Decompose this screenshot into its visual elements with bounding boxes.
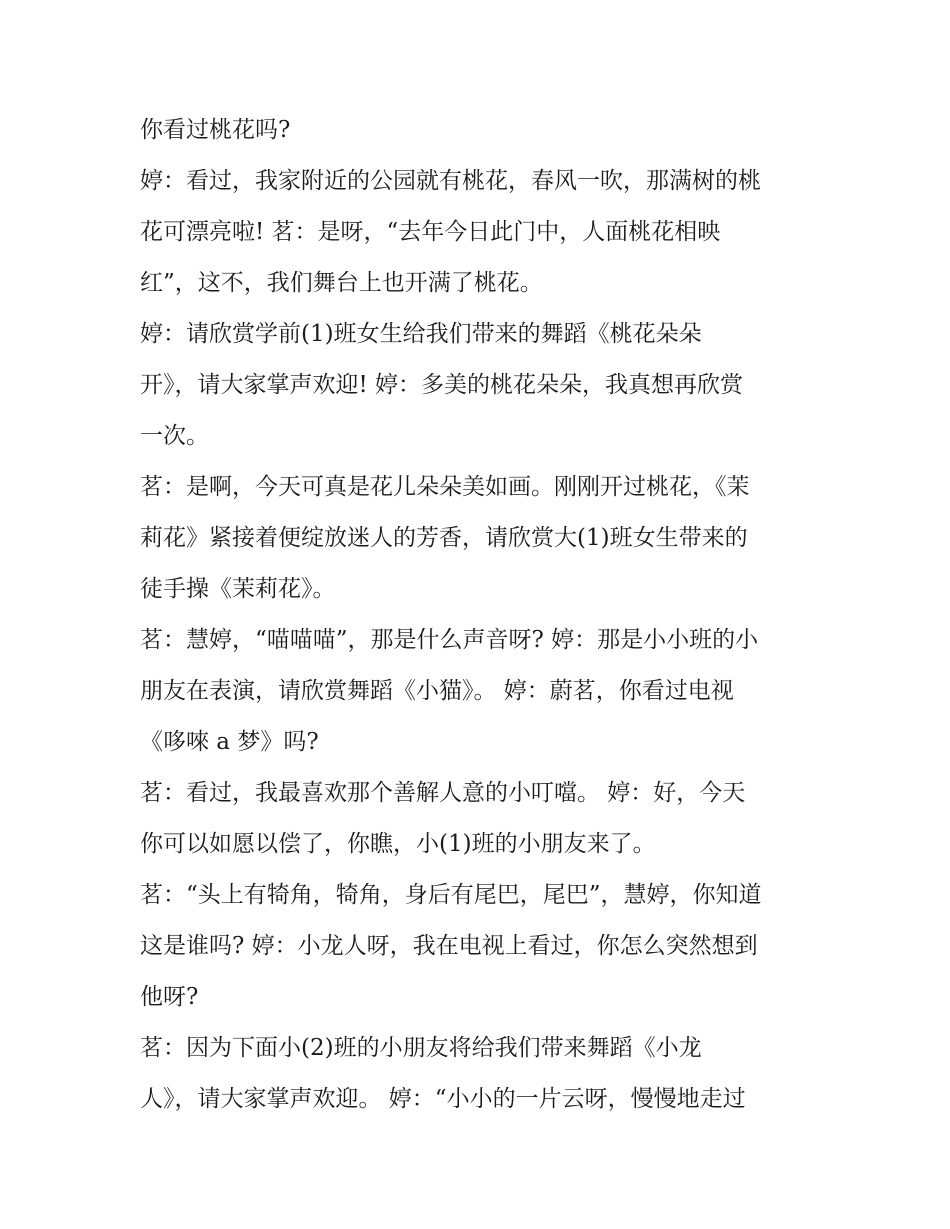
text-line: 茗：是啊，今天可真是花儿朵朵美如画。刚刚开过桃花，《茉	[140, 474, 750, 500]
text-line: 红”，这不，我们舞台上也开满了桃花。	[140, 270, 543, 296]
text-line: 朋友在表演，请欣赏舞蹈《小猫》。 婷：蔚茗，你看过电视	[140, 678, 734, 704]
text-line: 婷：请欣赏学前(1)班女生给我们带来的舞蹈《桃花朵朵	[140, 321, 702, 347]
text-line: 茗：“头上有犄角，犄角，身后有尾巴，尾巴”，慧婷，你知道	[140, 882, 762, 908]
text-line: 婷：看过，我家附近的公园就有桃花，春风一吹，那满树的桃	[140, 168, 761, 194]
text-line: 你可以如愿以偿了，你瞧，小(1)班的小朋友来了。	[140, 831, 656, 857]
text-line: 徒手操《茉莉花》。	[140, 576, 336, 602]
text-line: 《哆唻 a 梦》吗?	[140, 729, 319, 755]
text-line: 一次。	[140, 423, 209, 449]
text-line: 你看过桃花吗?	[140, 117, 291, 143]
text-line: 开》，请大家掌声欢迎! 婷：多美的桃花朵朵，我真想再欣赏	[140, 372, 744, 398]
document-body	[140, 110, 820, 1130]
text-line: 他呀?	[140, 984, 199, 1010]
text-line: 花可漂亮啦! 茗：是呀，“去年今日此门中，人面桃花相映	[140, 219, 721, 245]
text-line: 茗：慧婷，“喵喵喵”，那是什么声音呀? 婷：那是小小班的小	[140, 627, 759, 653]
text-line: 茗：因为下面小(2)班的小朋友将给我们带来舞蹈《小龙	[140, 1035, 702, 1061]
text-line: 茗：看过，我最喜欢那个善解人意的小叮噹。 婷：好，今天	[140, 780, 746, 806]
text-line: 这是谁吗? 婷：小龙人呀，我在电视上看过，你怎么突然想到	[140, 933, 758, 959]
text-line: 莉花》紧接着便绽放迷人的芳香，请欣赏大(1)班女生带来的	[140, 525, 748, 551]
text-line: 人》，请大家掌声欢迎。 婷：“小小的一片云呀，慢慢地走过	[140, 1086, 746, 1112]
